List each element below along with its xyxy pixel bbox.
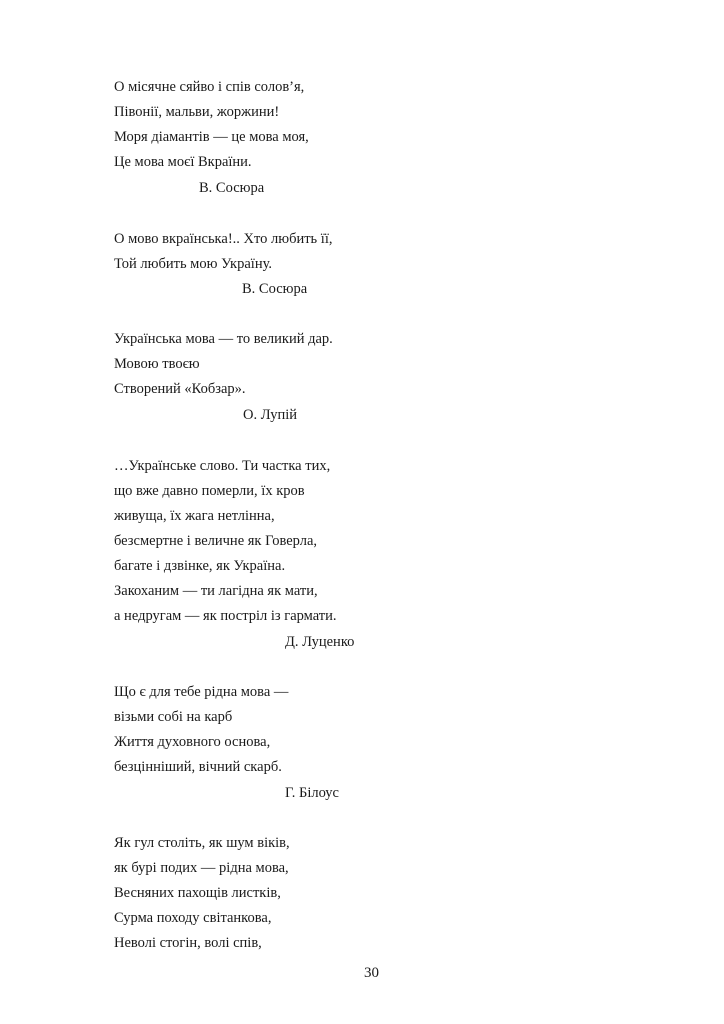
poem-1-author: В. Сосюра: [199, 180, 265, 196]
poem-6-line-2: як бурі подих — рідна мова,: [114, 860, 289, 876]
poem-4-author: Д. Луценко: [285, 634, 355, 650]
poem-1-line-4: Це мова моєї Вкраїни.: [114, 154, 252, 170]
poem-6-line-4: Сурма походу світанкова,: [114, 910, 272, 926]
poem-4-line-2: що вже давно померли, їх кров: [114, 483, 305, 499]
poem-2-line-2: Той любить мою Україну.: [114, 256, 272, 272]
poem-4-line-1: …Українське слово. Ти частка тих,: [114, 458, 331, 474]
poem-5-line-3: Життя духовного основа,: [114, 734, 271, 750]
poem-6-line-5: Неволі стогін, волі спів,: [114, 935, 262, 951]
poem-3-line-2: Мовою твоєю: [114, 356, 200, 372]
poem-5-author: Г. Білоус: [285, 785, 339, 801]
poem-4-line-3: живуща, їх жага нетлінна,: [114, 508, 275, 524]
poem-3-line-3: Створений «Кобзар».: [114, 381, 246, 397]
poem-4-line-4: безсмертне і величне як Говерла,: [114, 533, 317, 549]
poem-2-line-1: О мово вкраїнська!.. Хто любить її,: [114, 231, 333, 247]
poem-4-line-5: багате і дзвінке, як Україна.: [114, 558, 286, 574]
poem-5-line-1: Що є для тебе рідна мова —: [114, 684, 289, 700]
poem-6-line-1: Як гул століть, як шум віків,: [114, 835, 290, 851]
poem-1-line-1: О місячне сяйво і спів солов’я,: [114, 79, 305, 95]
poem-1-line-3: Моря діамантів — це мова моя,: [114, 129, 309, 145]
poem-5-line-2: візьми собі на карб: [114, 709, 233, 725]
page-number: 30: [364, 965, 379, 981]
poem-3-author: О. Лупій: [243, 407, 297, 423]
poem-6-line-3: Весняних пахощів листків,: [114, 885, 281, 901]
poem-3-line-1: Українська мова — то великий дар.: [114, 331, 333, 347]
poem-2-author: В. Сосюра: [242, 281, 308, 297]
poem-1-line-2: Півонії, мальви, жоржини!: [114, 104, 280, 120]
poem-5-line-4: безцінніший, вічний скарб.: [114, 759, 282, 775]
poem-4-line-7: а недругам — як постріл із гармати.: [114, 608, 337, 624]
poem-4-line-6: Закоханим — ти лагідна як мати,: [114, 583, 318, 599]
